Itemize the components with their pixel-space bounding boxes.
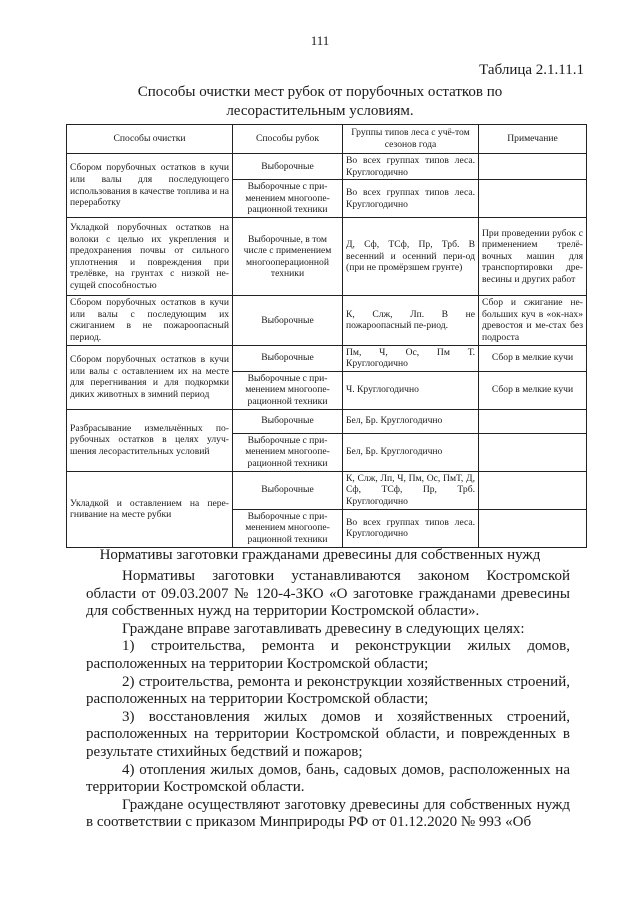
cut-cell: Выборочные с при-менением многоопе-рационной техники (233, 371, 343, 409)
page-number: 111 (310, 33, 330, 48)
body-text (86, 568, 570, 832)
cut-cell: Выборочные с при-менением многоопе-рационной техники (233, 509, 343, 547)
table-row (67, 409, 587, 433)
note-cell (479, 471, 587, 509)
cut-cell: Выборочные (233, 471, 343, 509)
table-row (67, 218, 587, 296)
header-cutting-method: Способы рубок (233, 125, 343, 154)
groups-cell: К, Слж, Лп. В не пожароопасный пе-риод. (343, 296, 479, 345)
groups-cell: Во всех группах типов леса. Круглогодично (343, 154, 479, 180)
note-cell: При проведении рубок с применением трелё-вочных машин для транспортировки дре-весины и других работ (479, 218, 587, 296)
cut-cell: Выборочные (233, 409, 343, 433)
table-row (67, 471, 587, 509)
header-note: Примечание (479, 125, 587, 154)
cut-cell: Выборочные с при-менением многоопе-рационной техники (233, 180, 343, 218)
method-cell: Укладкой порубочных остатков на волоки с целью их укрепления и предохранения почвы от сильного уплотнения и повреждения при трелёвке, на грунтах с низкой не-сущей способностью (67, 218, 233, 296)
note-cell: Сбор в мелкие кучи (479, 371, 587, 409)
table-row (67, 296, 587, 345)
paragraph: 1) строительства, ремонта и реконструкции жилых домов, расположенных на территории Костромской области; (86, 638, 570, 672)
table-number: Таблица 2.1.11.1 (479, 62, 584, 78)
method-cell: Разбрасывание измельчённых по-рубочных остатков в целях улуч-шения лесорастительных условий (67, 409, 233, 471)
note-cell: Сбор и сжигание не-больших куч в «ок-нах» древостоя и ме-стах без подроста (479, 296, 587, 345)
paragraph: 3) восстановления жилых домов и хозяйственных строений, расположенных на территории Костромской области, и поврежденных в результате стихийных бедствий и пожаров; (86, 708, 570, 760)
note-cell: Сбор в мелкие кучи (479, 345, 587, 371)
method-cell: Сбором порубочных остатков в кучи или валы для последующего использования в качестве топлива и на переработку (67, 154, 233, 218)
groups-cell: К, Слж, Лп, Ч, Пм, Ос, ПмТ, Д, Сф, ТСф, Пр, Трб. Круглогодично (343, 471, 479, 509)
groups-cell: Д, Сф, ТСф, Пр, Трб. В весенний и осенний пери-од (при не промёрзшем грунте) (343, 218, 479, 296)
header-forest-groups: Группы типов леса с учё-том сезонов года (343, 125, 479, 154)
table-row (67, 345, 587, 371)
paragraph: Граждане вправе заготавливать древесину в следующих целях: (122, 620, 525, 637)
groups-cell: Пм, Ч, Ос, Пм Т. Круглогодично (343, 345, 479, 371)
header-cleaning-method: Способы очистки (67, 125, 233, 154)
section-subheading: Нормативы заготовки гражданами древесины для собственных нужд (99, 547, 541, 563)
paragraph: Граждане осуществляют заготовку древесины для собственных нужд в соответствии с приказом Минприроды РФ от 01.12.2020 № 993 «Об (86, 796, 570, 831)
note-cell (479, 509, 587, 547)
note-cell (479, 433, 587, 471)
cut-cell: Выборочные с при-менением многоопе-рационной техники (233, 433, 343, 471)
table-title: Способы очистки мест рубок от порубочных остатков по лесорастительным условиям. (137, 84, 503, 119)
cut-cell: Выборочные (233, 296, 343, 345)
groups-cell: Во всех группах типов леса. Круглогодично (343, 509, 479, 547)
paragraph: Нормативы заготовки устанавливаются законом Костромской области от 09.03.2007 № 120-4-ЗКО «О заготовке гражданами древесины для собственных нужд на территории Костромской области». (86, 568, 570, 620)
groups-cell: Ч. Круглогодично (343, 371, 479, 409)
groups-cell: Бел, Бр. Круглогодично (343, 409, 479, 433)
note-cell (479, 154, 587, 180)
paragraph: 2) строительства, ремонта и реконструкции хозяйственных строений, расположенных на территории Костромской области; (86, 673, 570, 708)
cut-cell: Выборочные (233, 154, 343, 180)
method-cell: Укладкой и оставлением на пере-гнивание на месте рубки (67, 471, 233, 547)
method-cell: Сбором порубочных остатков в кучи или валы с последующим их сжиганием в не пожароопасный период. (67, 296, 233, 345)
cut-cell: Выборочные (233, 345, 343, 371)
groups-cell: Бел, Бр. Круглогодично (343, 433, 479, 471)
note-cell (479, 180, 587, 218)
cleaning-methods-table (66, 124, 587, 548)
method-cell: Сбором порубочных остатков в кучи или валы с оставлением их на месте для перегнивания и для подкормки диких животных в зимний период (67, 345, 233, 409)
note-cell (479, 409, 587, 433)
table-header-row (67, 125, 587, 154)
paragraph: 4) отопления жилых домов, бань, садовых домов, расположенных на территории Костромской области. (86, 761, 570, 796)
cut-cell: Выборочные, в том числе с применением многооперационной техники (233, 218, 343, 296)
table-row (67, 154, 587, 180)
groups-cell: Во всех группах типов леса. Круглогодично (343, 180, 479, 218)
